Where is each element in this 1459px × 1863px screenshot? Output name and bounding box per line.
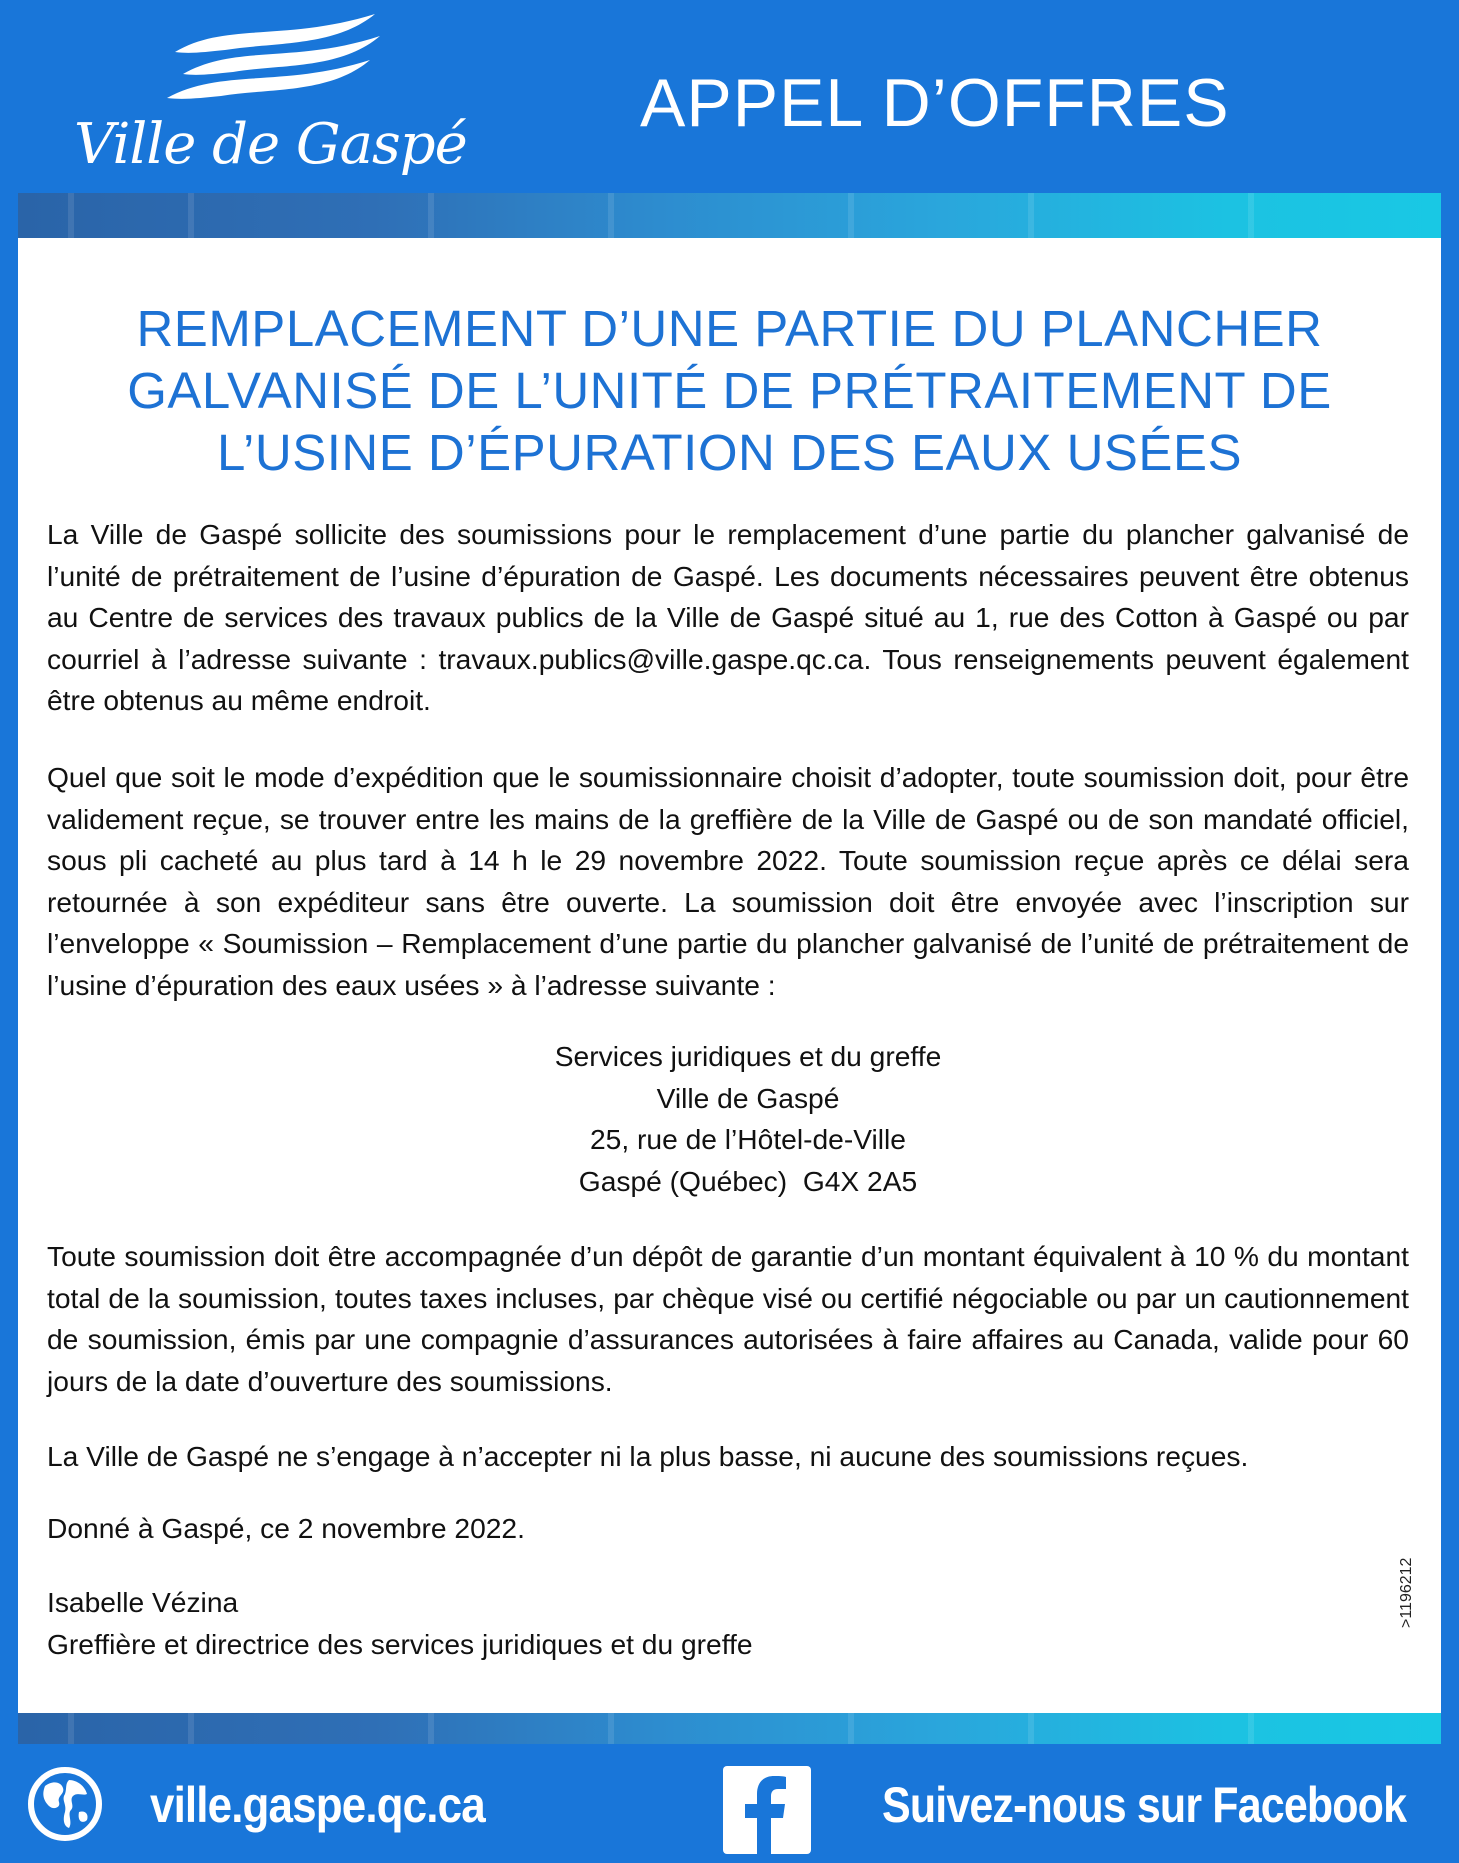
notice-content bbox=[18, 238, 1441, 1713]
address-line: Gaspé (Québec) G4X 2A5 bbox=[578, 1164, 918, 1197]
waves-icon bbox=[165, 12, 385, 102]
header-title: APPEL D’OFFRES bbox=[640, 65, 1230, 141]
notice-title bbox=[48, 298, 1411, 484]
address-line: Ville de Gaspé bbox=[656, 1081, 840, 1114]
website-link[interactable]: ville.gaspe.qc.ca bbox=[150, 1777, 485, 1833]
paragraph-submission-rules: Quel que soit le mode d’expédition que le soumissionnaire choisit d’adopter, toute soumission doit, pour être validement reçue, se trouver entre les mains de la greffière de la Ville de Gaspé ou de son mandaté officiel, sous pli cacheté au plus tard à 14 h le 29 novembre 2022. Toute soumission reçue après ce délai sera retournée à son expéditeur sans être ouverte. La soumission doit être envoyée avec l’inscription sur l’enveloppe « Soumission – Remplacement d’une partie du plancher galvanisé de l’unité de prétraitement de l’usine d’épuration des eaux usées » à l’adresse suivante : bbox=[47, 761, 1409, 1001]
title-line: REMPLACEMENT D’UNE PARTIE DU PLANCHER bbox=[136, 300, 1323, 357]
top-stripe bbox=[18, 193, 1441, 238]
address-line: 25, rue de l’Hôtel-de-Ville bbox=[590, 1123, 906, 1155]
signature-block bbox=[47, 1582, 1409, 1665]
logo-text: Ville de Gaspé bbox=[74, 112, 467, 177]
paragraph-invitation: La Ville de Gaspé sollicite des soumissions pour le remplacement d’une partie du plancher galvanisé de l’unité de prétraitement de l’usine d’épuration de Gaspé. Les documents nécessaires peuvent être obtenus au Centre de services des travaux publics de la Ville de Gaspé situé au 1, rue des Cotton à Gaspé ou par courriel à l’adresse suivante : travaux.publics@ville.gaspe.qc.ca. Tous renseignements peuvent également être obtenus au même endroit. bbox=[47, 518, 1409, 716]
paragraph-disclaimer: La Ville de Gaspé ne s’engage à n’accepter ni la plus basse, ni aucune des soumissions reçues. bbox=[47, 1440, 1249, 1472]
facebook-icon[interactable] bbox=[723, 1766, 811, 1854]
title-line: L’USINE D’ÉPURATION DES EAUX USÉES bbox=[217, 424, 1242, 481]
ville-de-gaspe-logo bbox=[60, 12, 467, 187]
signatory-name: Isabelle Vézina bbox=[47, 1586, 239, 1618]
mailing-address bbox=[47, 1036, 1449, 1202]
signatory-title: Greffière et directrice des services juridiques et du greffe bbox=[47, 1627, 753, 1660]
paragraph-guarantee: Toute soumission doit être accompagnée d’un dépôt de garantie d’un montant équivalent à 10 % du montant total de la soumission, toutes taxes incluses, par chèque visé ou certifié négociable ou par un cautionnement de soumission, émis par une compagnie d’assurances autorisées à faire affaires au Canada, valide pour 60 jours de la date d’ouverture des soumissions. bbox=[47, 1240, 1409, 1397]
address-line: Services juridiques et du greffe bbox=[554, 1040, 942, 1072]
footer bbox=[0, 1744, 1459, 1863]
paragraph-date: Donné à Gaspé, ce 2 novembre 2022. bbox=[47, 1512, 525, 1544]
globe-icon bbox=[27, 1766, 103, 1842]
title-line: GALVANISÉ DE L’UNITÉ DE PRÉTRAITEMENT DE bbox=[127, 362, 1332, 419]
facebook-glyph bbox=[723, 1766, 811, 1854]
bottom-stripe bbox=[18, 1713, 1441, 1744]
reference-number: >1196212 bbox=[1398, 1557, 1415, 1628]
facebook-link[interactable]: Suivez-nous sur Facebook bbox=[882, 1777, 1407, 1833]
header bbox=[0, 0, 1459, 192]
